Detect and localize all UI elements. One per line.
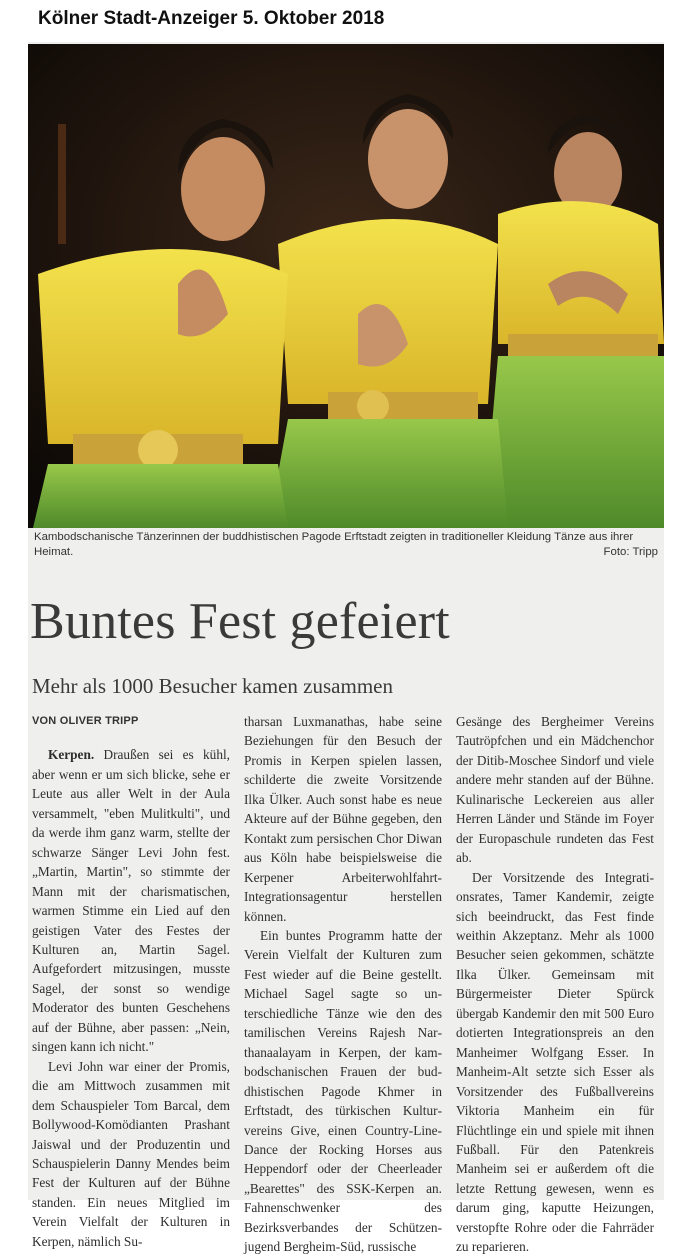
- article-column-1: [32, 712, 230, 1251]
- caption-text: Kambodschanische Tänzerinnen der buddhistischen Pagode Erftstadt zeigten in traditioneller Kleidung Tänze aus ihrer Heimat.: [34, 531, 634, 558]
- paragraph: tharsan Luxmanathas, habe seine Beziehungen für den Besuch der Promis in Kerpen spielen lassen, schilderte die zweite Vorsitzende Ilka Ülker. Auch sonst habe es neue Akteure auf der Bühne gegeben, den Kontakt zum persischen Chor Diwan aus Köln habe beispielsweise die Kerpener Arbeiterwohlfahrt-Integrationsagentur herstellen können.: [244, 714, 442, 924]
- paragraph: [32, 745, 230, 1056]
- dancers-illustration: [28, 44, 664, 528]
- photo-credit: Foto: Tripp: [603, 546, 658, 558]
- paragraph: Gesänge des Bergheimer Vereins Tautröpfchen und ein Mädchenchor der Ditib-Moschee Sindorf und viele andere mehr standen auf der Bühne. Kulinarische Leckereien aus aller Herren Länder und Stände im Foyer der Europaschule rundeten das Fest ab.: [456, 714, 654, 866]
- paragraph: Levi John war einer der Promis, die am Mittwoch zusammen mit dem Schauspieler Tom Barcal, dem Bollywood-Komödianten Prashant Jaiswal und der Produzentin und Schauspielerin Danny Mendes beim Fest der Kulturen auf der Bühne standen. Ein neues Mitglied im Verein Vielfalt der Kulturen in Kerpen, nämlich Su-: [32, 1058, 230, 1249]
- article-headline: Buntes Fest gefeiert: [30, 593, 450, 650]
- photo-caption: [34, 530, 658, 560]
- article-column-3: [456, 712, 654, 1257]
- newspaper-source-line: Kölner Stadt-Anzeiger 5. Oktober 2018: [38, 8, 385, 29]
- paragraph-text: Draußen sei es kühl, aber wenn er um sich blicke, sehe er Leute aus aller Welt in der Aula versammelt, "eben Mulitkulti", und da werde ihm ganz warm, stellte der schwarze Sänger Levi John fest. „Martin, Martin", so stimmte der Mann mit der charismatischen, warmen Stimme ein Lied auf den geistigen Vater des Festes der Kulturen an, Martin Sagel. Aufgefordert mitzusingen, musste Sagel, der sonst so wendige Moderator des bunten Geschehens auf der Bühne, aber passen: „Nein, singen kann ich nicht.": [32, 747, 230, 1055]
- article-column-2: [244, 712, 442, 1257]
- article-photo: [28, 44, 664, 528]
- paragraph: Der Vorsitzende des Integrationsrates, Tamer Kandemir, zeigte sich beeindruckt, das Fest finde weithin Akzeptanz. Mehr als 1000 Besucher seien gekommen, schätzte Ilka Ülker. Gemeinsam mit Bürgermeister Dieter Spürck übergab Kandemir den mit 500 Euro dotierten Integrationspreis an den Manheimer Wolfgang Esser. In Manheim-Alt setzte sich Esser als Vorsitzender des Fußballvereins Viktoria Manheim ein für Flüchtlinge ein und spiele mit ihnen Fußball. Für den Patenkreis Manheim sei er außerdem oft die letzte Rettung gewesen, wenn es darum ging, kaputte Heizungen, verstopfte Rohre oder die Fahrräder zu reparieren.: [456, 869, 654, 1255]
- paragraph: Ein buntes Programm hatte der Verein Vielfalt der Kulturen zum Fest wieder auf die Beine gestellt. Michael Sagel sagte so unterschiedliche Tänze wie den des tamilischen Vereins Rajesh Narthanaalayam in Kerpen, der kambodschanischen Frauen der buddhistischen Pagode Khmer in Erftstadt, des türkischen Kulturvereins Give, einen Country-Line-Dance der Rocking Horses aus Heppendorf oder der Cheerleader „Bearettes" des SSK-Kerpen an. Fahnenschwenker des Bezirksverbandes der Schützenjugend Bergheim-Süd, russische: [244, 927, 442, 1255]
- dateline: Kerpen.: [48, 747, 95, 763]
- byline: VON OLIVER TRIPP: [32, 715, 139, 727]
- article-subheadline: Mehr als 1000 Besucher kamen zusammen: [32, 674, 393, 698]
